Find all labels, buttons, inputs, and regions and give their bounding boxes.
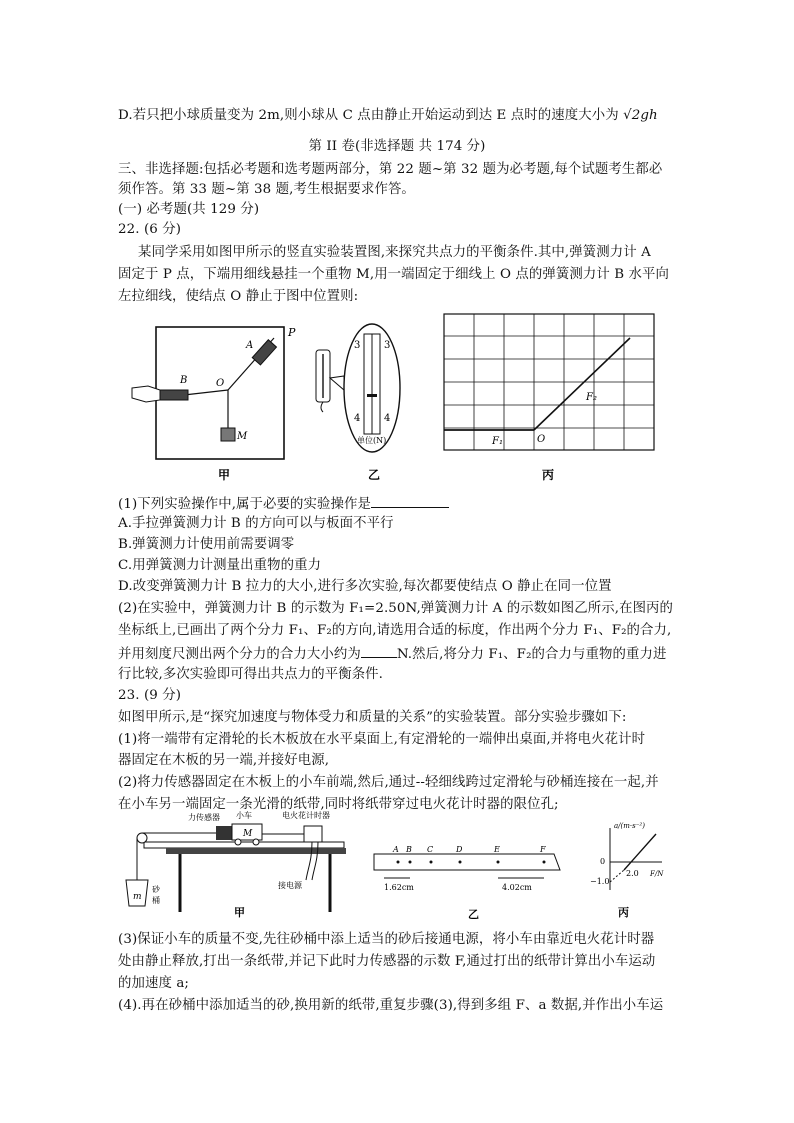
label-bucket-1: 砂 [152, 885, 160, 894]
extension-line [610, 870, 624, 882]
answer-blank-1[interactable] [371, 493, 449, 508]
label-o: O [216, 378, 225, 389]
point-e: E [494, 845, 500, 854]
paper-tape-strip [374, 854, 560, 870]
table-top [166, 848, 346, 854]
label-power: 接电源 [278, 881, 302, 890]
option-d: D.改变弹簧测力计 B 拉力的大小,进行多次实验,每次都要使结点 O 静止在同一位置 [118, 579, 612, 594]
tick-right-3: 3 [384, 340, 391, 351]
q22-q2-line-2: 坐标纸上,已画出了两个分力 F₁、F₂的方向,请选用合适的标度，作出两个分力 F₁、F₂的合力, [118, 623, 672, 638]
fig22-bing [440, 314, 670, 488]
wheel [235, 839, 241, 845]
unit-label: 单位(N) [357, 436, 387, 445]
q22-q2-line-3-post: N.然后,将分力 F₁、F₂的合力与重物的重力进 [396, 647, 667, 662]
q23-step-1b: 器固定在木板的另一端,并接好电源, [118, 753, 330, 768]
caption-bing: 丙 [542, 468, 555, 482]
spring-scale-b [160, 390, 188, 400]
tick-left-3: 3 [354, 340, 361, 351]
point-d: D [456, 845, 463, 854]
q22-q1 [118, 493, 449, 515]
label-f2: F₂ [586, 392, 597, 403]
answer-blank-2[interactable] [361, 643, 397, 658]
q23-step-4: (4).再在砂桶中添加适当的砂,换用新的纸带,重复步骤(3),得到多组 F、a 数据,并作出小车运 [118, 998, 664, 1013]
caption-jia: 甲 [218, 468, 231, 482]
label-f1: F₁ [492, 436, 503, 447]
label-p: P [288, 326, 296, 339]
option-b: B.弹簧测力计使用前需要调零 [118, 537, 295, 552]
q23-step-1a: (1)将一端带有定滑轮的长木板放在水平桌面上,有定滑轮的一端伸出桌面,并将电火花计时 [118, 732, 646, 747]
intro-line-1: 三、非选择题:包括必考题和选考题两部分，第 22 题~第 32 题为必考题,每个试题考生都必 [118, 162, 663, 177]
wheel [253, 839, 259, 845]
sqrt-2gh: √2gh [623, 108, 658, 123]
option-d-text: D.若只把小球质量变为 2m,则小球从 C 点由静止开始运动到达 E 点时的速度大小为 [118, 108, 624, 123]
fig23-yi [370, 845, 570, 924]
q22-q2-line-1: (2)在实验中，弹簧测力计 B 的示数为 F₁=2.50N,弹簧测力计 A 的示数如图乙所示,在图丙的 [118, 601, 674, 616]
point-a: A [393, 845, 399, 854]
option-c: C.用弹簧测力计测量出重物的重力 [118, 558, 322, 573]
q22-q2-line-3-pre: 并用刻度尺测出两个分力的合力大小约为 [118, 647, 361, 662]
q22-para-1: 某同学采用如图甲所示的竖直实验装置图,来探究共点力的平衡条件.其中,弹簧测力计 A [138, 245, 651, 260]
option-d-line [118, 106, 658, 126]
fig23-jia [118, 812, 358, 924]
q23-step-3c: 的加速度 a; [118, 976, 190, 991]
q23-step-3a: (3)保证小车的质量不变,先往砂桶中添上适当的砂后接通电源，将小车由靠近电火花计时器 [118, 932, 655, 947]
q23-step-2a: (2)将力传感器固定在木板上的小车前端,然后,通过--轻细线跨过定滑轮与砂桶连接在一起,并 [118, 775, 659, 790]
force-sensor [216, 826, 232, 840]
label-b: B [180, 375, 188, 386]
label-o: O [537, 434, 546, 445]
spark-timer [304, 826, 322, 842]
label-m: M [237, 431, 248, 442]
label-sensor: 力传感器 [188, 813, 220, 822]
q23-step-3b: 处由静止释放,打出一条纸带,并记下此时力传感器的示数 F,通过打出的纸带计算出小车运动 [118, 954, 656, 969]
label-small-m: m [133, 892, 142, 902]
point-c: C [427, 845, 434, 854]
point-f: F [540, 845, 546, 854]
spring-scale-a [252, 340, 276, 365]
caption-jia-23: 甲 [234, 906, 245, 919]
intro-line-2: 须作答。第 33 题~第 38 题,考生根据要求作答。 [118, 182, 415, 197]
board [144, 842, 344, 848]
q22-para-2: 固定于 P 点，下端用细线悬挂一个重物 M,用一端固定于细线上 O 点的弹簧测力计 B 水平向 [118, 267, 669, 282]
label-big-m: M [243, 829, 253, 839]
string-ob [184, 390, 228, 395]
a-f-line [624, 834, 656, 870]
callout-pointer [330, 376, 344, 390]
y-intercept: −1.0 [590, 877, 610, 886]
pulley [137, 833, 147, 843]
hand-icon [132, 386, 160, 402]
q23-para-1: 如图甲所示,是“探究加速度与物体受力和质量的关系”的实验装置。部分实验步骤如下: [118, 710, 627, 725]
point-b: B [406, 845, 412, 854]
dist-ab: 1.62cm [384, 883, 414, 892]
f2-direction [534, 338, 630, 430]
fig22-jia [118, 318, 308, 488]
origin-label: 0 [600, 857, 606, 866]
caption-yi-23: 乙 [468, 908, 479, 921]
q23-heading: 23. (9 分) [118, 688, 182, 703]
option-a: A.手拉弹簧测力计 B 的方向可以与板面不平行 [118, 516, 394, 531]
dist-ef: 4.02cm [502, 883, 532, 892]
q22-heading: 22. (6 分) [118, 222, 182, 237]
q22-q1-text: (1)下列实验操作中,属于必要的实验操作是 [118, 497, 371, 512]
caption-bing-23: 丙 [618, 906, 629, 919]
required-heading: (一) 必考题(共 129 分) [118, 202, 260, 217]
x-intercept: 2.0 [626, 869, 639, 878]
fig22-yi [310, 318, 430, 488]
scale-needle [367, 394, 377, 397]
section-title: 第 II 卷(非选择题 共 174 分) [308, 139, 486, 154]
scale-hook [321, 402, 323, 412]
weight-m [221, 428, 235, 441]
label-a: A [246, 340, 254, 351]
q23-step-2b: 在小车另一端固定一条光滑的纸带,同时将纸带穿过电火花计时器的限位孔; [118, 797, 559, 812]
x-axis-label: F/N [650, 870, 664, 878]
caption-yi: 乙 [368, 468, 381, 482]
q22-q2-line-3 [118, 643, 666, 665]
fig23-bing [586, 818, 676, 924]
label-timer: 电火花计时器 [282, 811, 330, 820]
q22-q2-line-4: 行比较,多次实验即可得出共点力的平衡条件. [118, 667, 384, 682]
y-axis-label: a/(m·s⁻²) [614, 822, 645, 830]
label-bucket-2: 桶 [152, 896, 160, 905]
tick-left-4: 4 [354, 413, 361, 424]
label-car: 小车 [236, 811, 252, 820]
tick-right-4: 4 [384, 413, 391, 424]
q22-para-3: 左拉细线，使结点 O 静止于图中位置则: [118, 289, 359, 304]
